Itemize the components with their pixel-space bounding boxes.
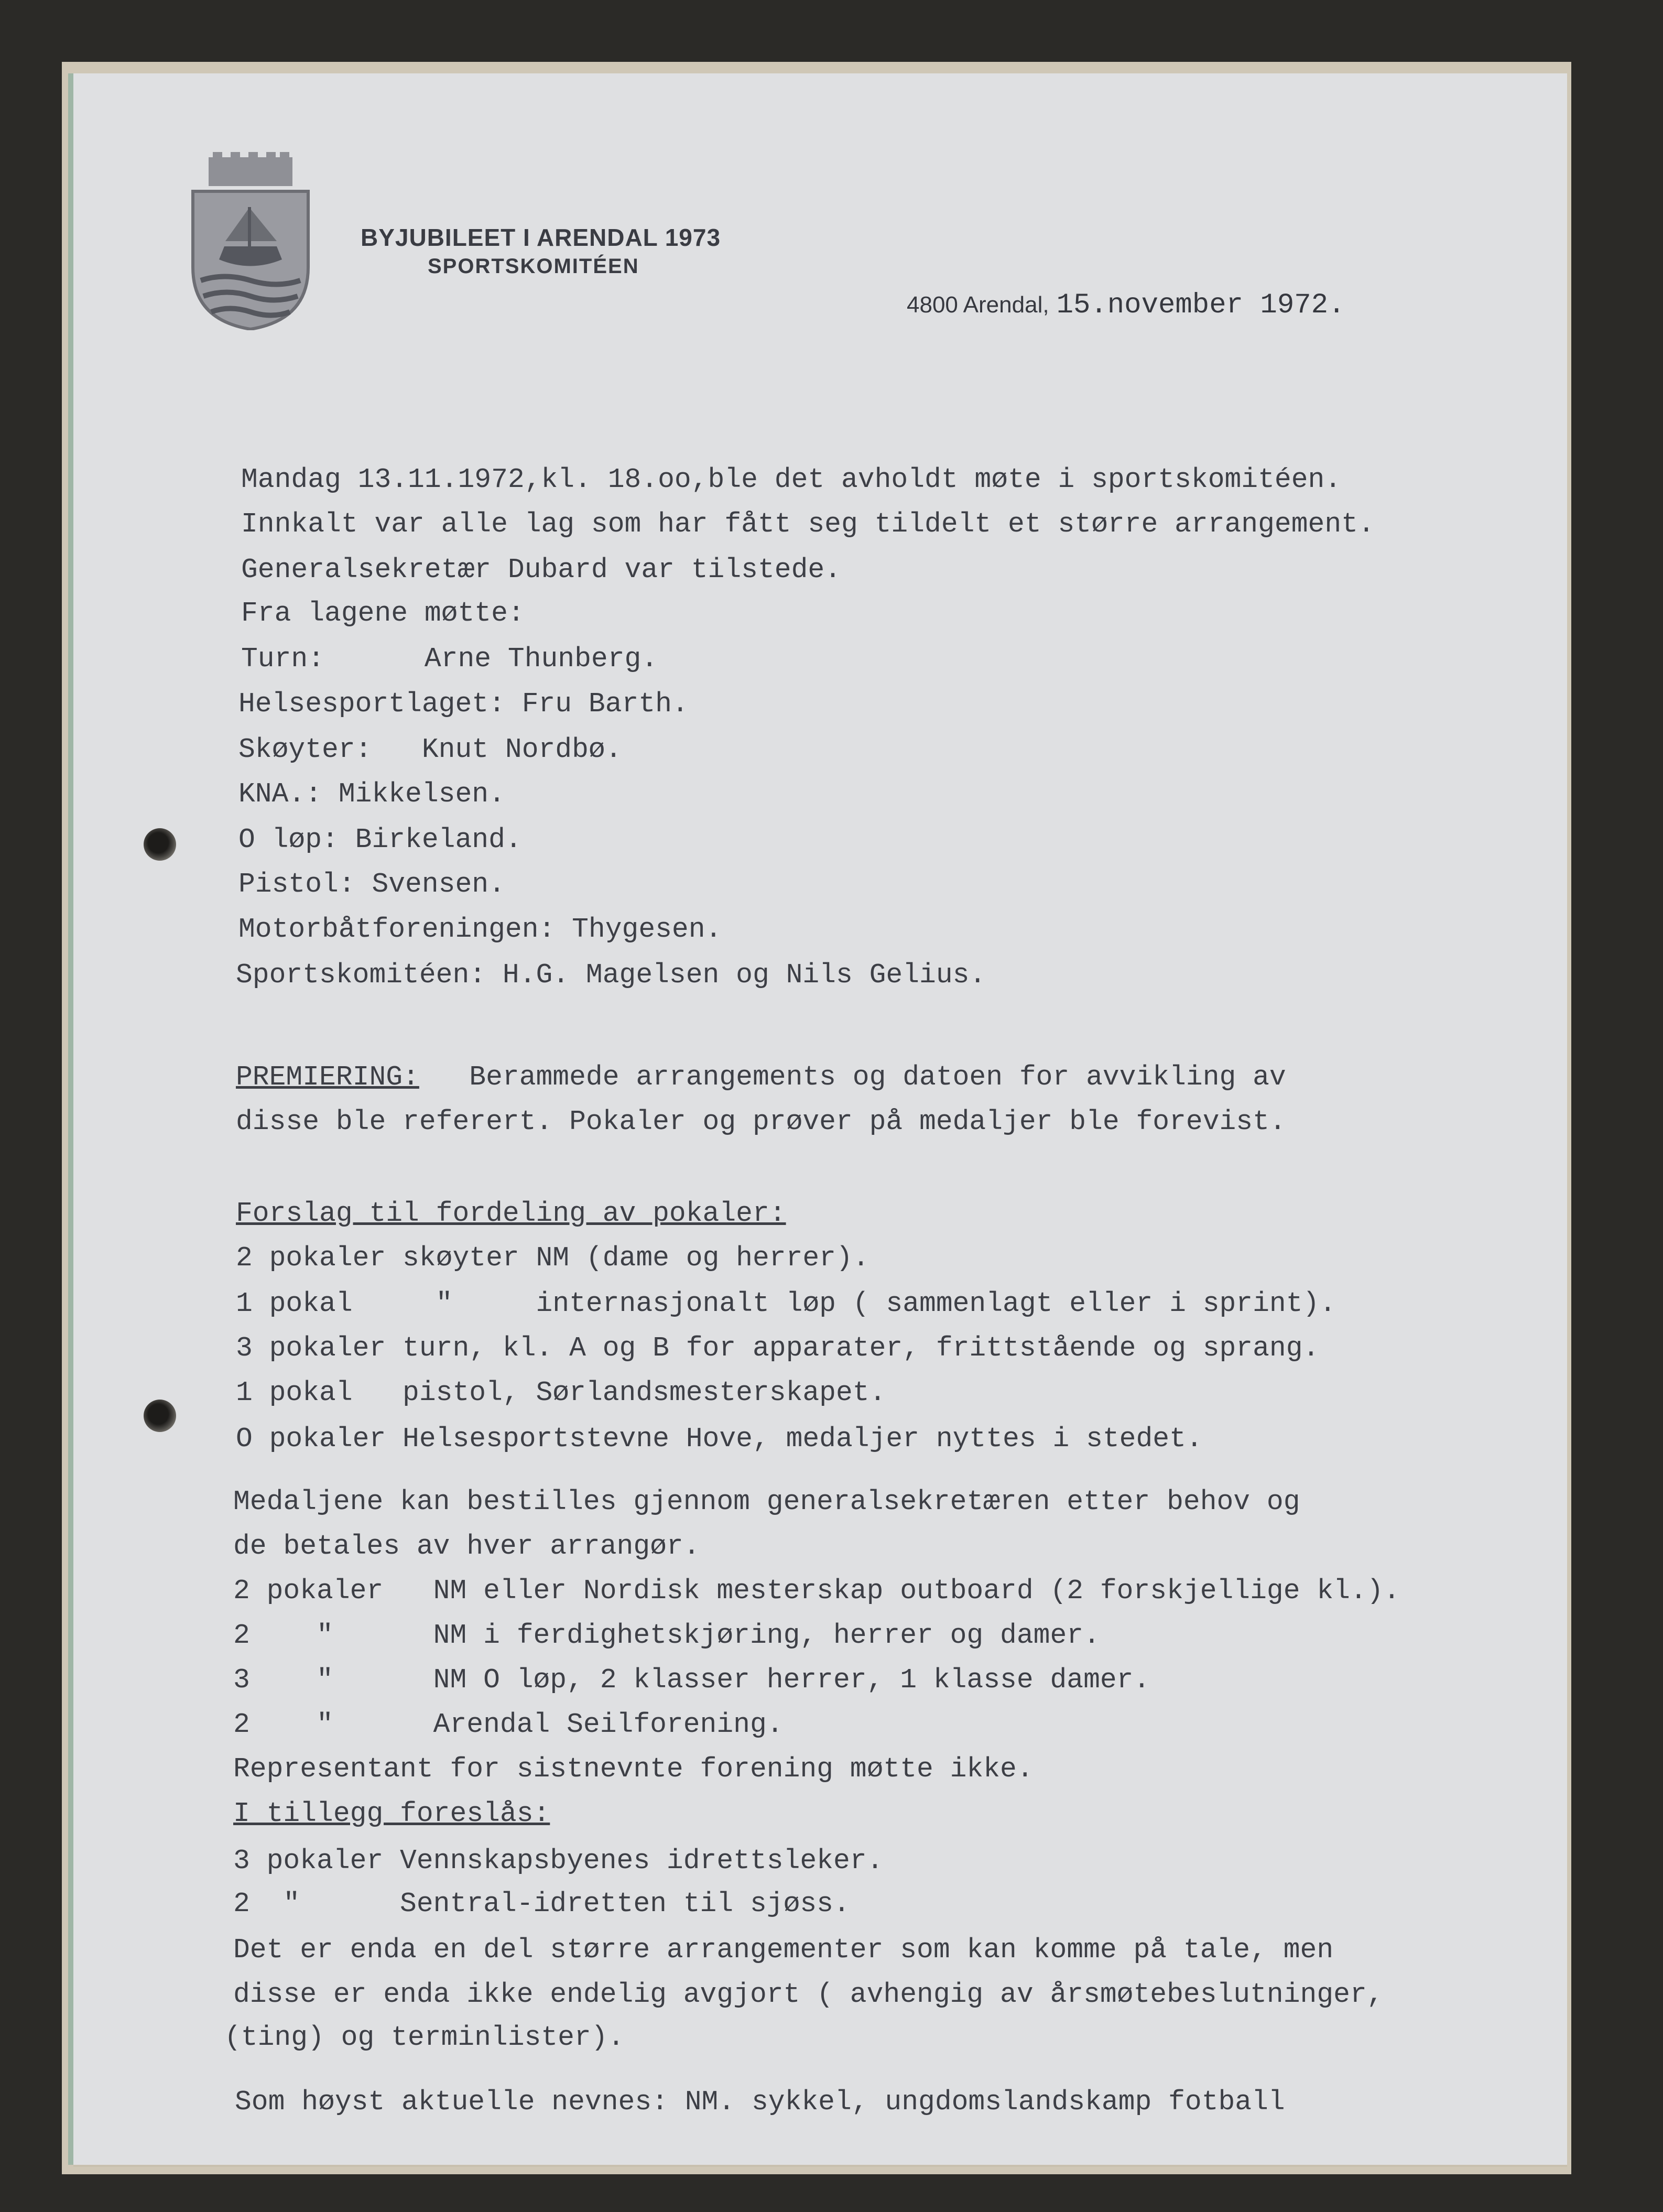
body-line — [235, 2084, 1285, 2120]
section-heading: PREMIERING: — [236, 1061, 419, 1093]
body-line — [233, 1573, 1400, 1609]
body-line — [236, 1195, 786, 1232]
body-line — [236, 1103, 1286, 1140]
line-text: Det er enda en del større arrangementer som kan komme på tale, men — [233, 1934, 1334, 1966]
body-line — [236, 1330, 1319, 1367]
body-line — [233, 1976, 1384, 2013]
line-text: 3 " NM O løp, 2 klasser herrer, 1 klasse damer. — [233, 1664, 1150, 1696]
line-text: Medaljene kan bestilles gjennom generalsekretæren etter behov og — [233, 1486, 1300, 1517]
body-line — [238, 866, 505, 903]
body-line — [236, 1421, 1203, 1457]
line-text: 2 " Sentral-idretten til sjøss. — [233, 1888, 850, 1920]
line-text: Turn: Arne Thunberg. — [241, 643, 658, 675]
body-line — [238, 776, 505, 812]
line-text: 1 pokal " internasjonalt løp ( sammenlagt eller i sprint). — [236, 1288, 1336, 1319]
line-text: Fra lagene møtte: — [241, 598, 525, 629]
body-line — [233, 1483, 1300, 1520]
dateline — [907, 289, 1345, 321]
body-line — [241, 506, 1375, 543]
body-line — [233, 1751, 1034, 1787]
arendal-coat-of-arms-icon — [188, 152, 313, 330]
body-line — [233, 1932, 1333, 1968]
dateline-date: 15.november 1972. — [1056, 289, 1345, 321]
line-text: Representant for sistnevnte forening møtte ikke. — [233, 1753, 1034, 1785]
line-text: O løp: Birkeland. — [238, 824, 522, 855]
body-line — [241, 461, 1341, 498]
body-line — [236, 957, 986, 993]
body-line — [233, 1528, 700, 1565]
body-line — [241, 641, 658, 677]
line-text: Sportskomitéen: H.G. Magelsen og Nils Gelius. — [236, 959, 986, 991]
body-line — [236, 1059, 1286, 1096]
body-line — [241, 551, 841, 588]
line-text: Pistol: Svensen. — [238, 869, 505, 900]
line-text: 3 pokaler turn, kl. A og B for apparater, frittstående og sprang. — [236, 1332, 1320, 1364]
body-line — [233, 1795, 550, 1832]
body-line — [238, 911, 722, 948]
line-text: Skøyter: Knut Nordbø. — [238, 734, 622, 765]
line-text: Generalsekretær Dubard var tilstede. — [241, 554, 841, 585]
line-text: 3 pokaler Vennskapsbyenes idrettsleker. — [233, 1845, 884, 1877]
dateline-place: 4800 Arendal, — [907, 292, 1049, 318]
letterhead — [361, 223, 721, 279]
body-line — [236, 1285, 1336, 1322]
line-text: Mandag 13.11.1972,kl. 18.oo,ble det avholdt møte i sportskomitéen. — [241, 464, 1342, 495]
body-line — [233, 1662, 1150, 1698]
punch-hole — [144, 1400, 176, 1432]
line-text: O pokaler Helsesportstevne Hove, medaljer nyttes i stedet. — [236, 1423, 1203, 1455]
line-text: disse er enda ikke endelig avgjort ( avhengig av årsmøtebeslutninger, — [233, 1979, 1384, 2010]
line-text: 2 pokaler skøyter NM (dame og herrer). — [236, 1242, 869, 1274]
body-line — [238, 821, 522, 858]
line-text: 2 " Arendal Seilforening. — [233, 1709, 784, 1740]
line-text: de betales av hver arrangør. — [233, 1531, 700, 1562]
section-heading: I tillegg foreslås: — [233, 1798, 550, 1829]
line-text: KNA.: Mikkelsen. — [238, 778, 505, 810]
line-text: (ting) og terminlister). — [224, 2022, 625, 2053]
body-line — [236, 1240, 869, 1276]
line-text: Berammede arrangements og datoen for avvikling av — [419, 1061, 1286, 1093]
section-heading: Forslag til fordeling av pokaler: — [236, 1198, 786, 1229]
line-text: 1 pokal pistol, Sørlandsmesterskapet. — [236, 1377, 886, 1408]
letterhead-title: BYJUBILEET I ARENDAL 1973 — [361, 224, 721, 251]
line-text: 2 " NM i ferdighetskjøring, herrer og damer. — [233, 1620, 1100, 1651]
body-line — [233, 1617, 1100, 1654]
body-line — [224, 2019, 624, 2056]
body-line — [241, 595, 525, 632]
letterhead-subtitle: SPORTSKOMITÉEN — [428, 254, 639, 278]
body-line — [238, 686, 689, 722]
line-text: Motorbåtforeningen: Thygesen. — [238, 914, 722, 945]
body-line — [233, 1706, 784, 1743]
line-text: Helsesportlaget: Fru Barth. — [238, 688, 689, 720]
body-line — [236, 1374, 886, 1411]
line-text: Som høyst aktuelle nevnes: NM. sykkel, ungdomslandskamp fotball — [235, 2086, 1285, 2118]
line-text: disse ble referert. Pokaler og prøver på medaljer ble forevist. — [236, 1106, 1286, 1137]
body-line — [233, 1885, 850, 1922]
line-text: 2 pokaler NM eller Nordisk mesterskap outboard (2 forskjellige kl.). — [233, 1575, 1400, 1607]
body-line — [238, 731, 622, 768]
line-text: Innkalt var alle lag som har fått seg tildelt et større arrangement. — [241, 508, 1375, 540]
punch-hole — [144, 828, 176, 861]
body-line — [233, 1842, 883, 1879]
